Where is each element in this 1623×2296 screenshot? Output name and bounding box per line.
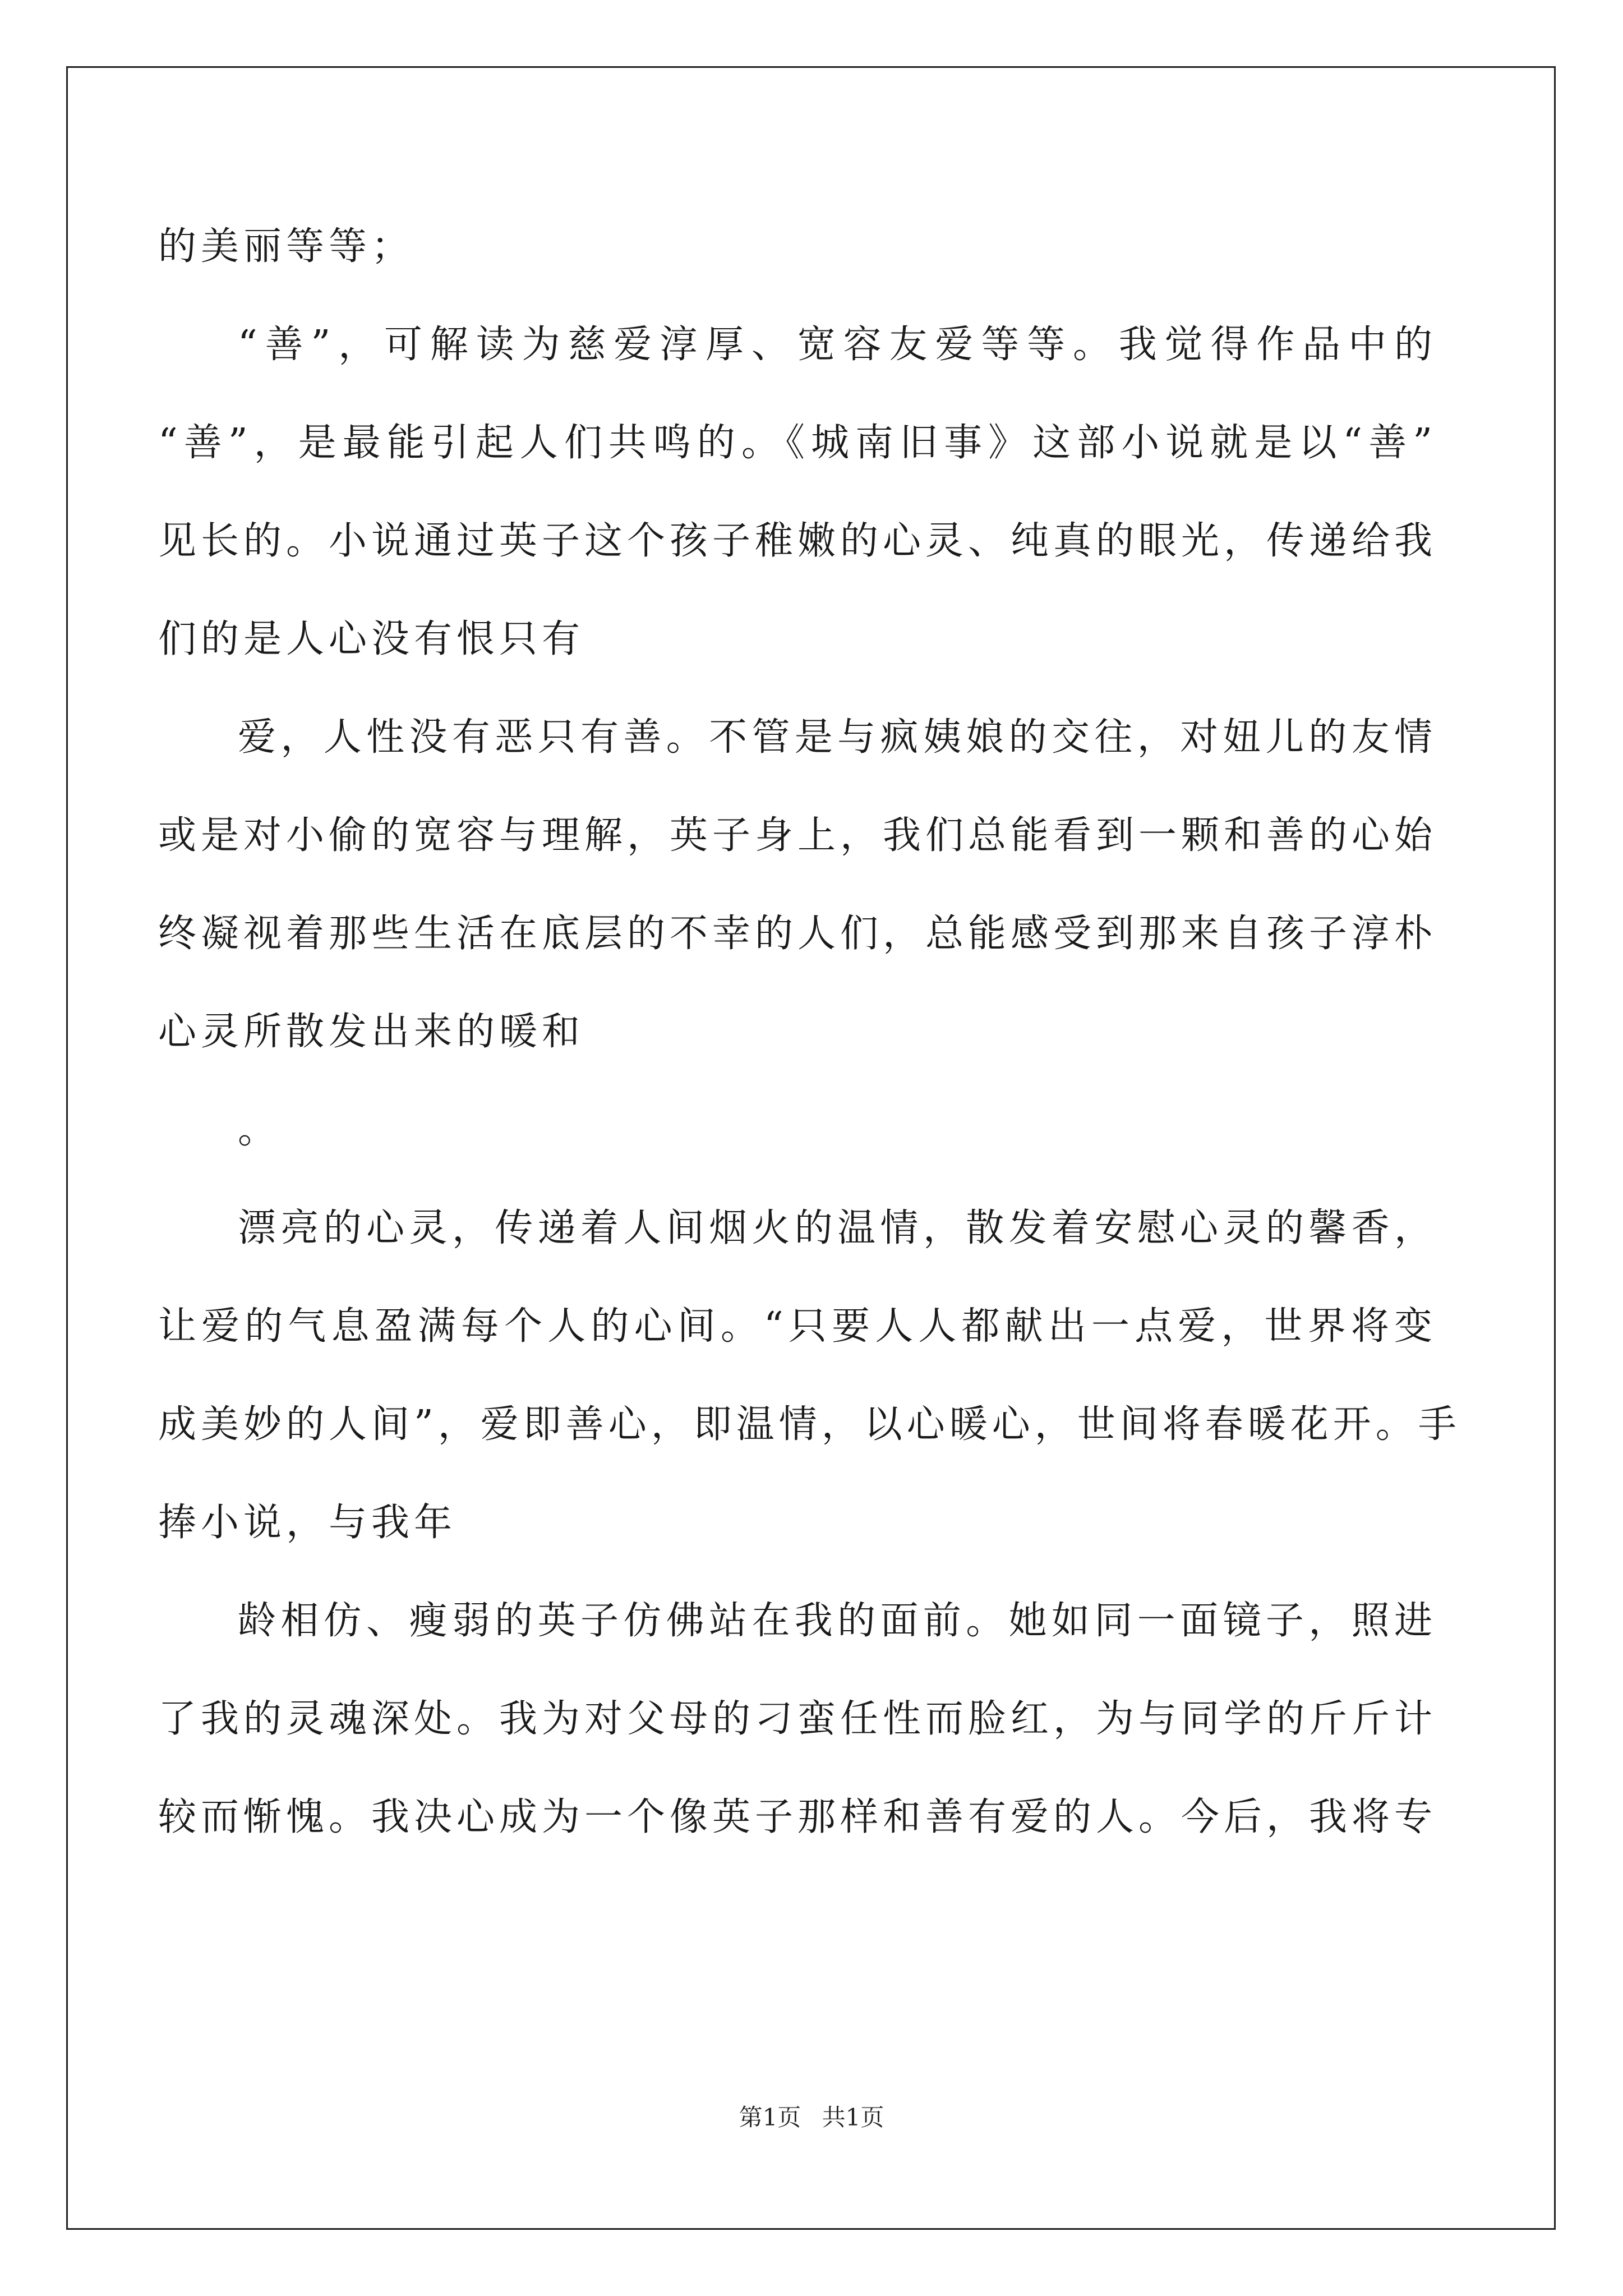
text-line: 成美妙的人间”，爱即善心，即温情，以心暖心，世间将春暖花开。手 [158,1402,1461,1447]
text-line: 或是对小偷的宽容与理解，英子身上，我们总能看到一颗和善的心始 [158,813,1437,858]
text-line: 终凝视着那些生活在底层的不幸的人们，总能感受到那来自孩子淳朴 [158,912,1437,956]
page-border [66,66,1556,2230]
text-line: 见长的。小说通过英子这个孩子稚嫩的心灵、纯真的眼光，传递给我 [158,519,1437,563]
text-line: 爱，人性没有恶只有善。不管是与疯姨娘的交往，对妞儿的友情 [238,715,1437,760]
text-line: 的美丽等等； [158,224,414,269]
text-line: “善”，是最能引起人们共鸣的。《城南旧事》这部小说就是以“善” [158,421,1437,465]
text-line: 。 [238,1108,281,1152]
page-number: 第1页 [739,2104,801,2131]
text-line: 心灵所散发出来的暖和 [158,1010,585,1054]
text-line: 捧小说，与我年 [158,1501,457,1545]
text-line: 较而惭愧。我决心成为一个像英子那样和善有爱的人。今后，我将专 [158,1795,1437,1839]
page-footer [0,2099,1623,2133]
text-line: 让爱的气息盈满每个人的心间。“只要人人都献出一点爱，世界将变 [158,1304,1437,1349]
page-total: 共1页 [822,2104,884,2131]
text-line: 了我的灵魂深处。我为对父母的刁蛮任性而脸红，为与同学的斤斤计 [158,1697,1437,1741]
text-line: 漂亮的心灵，传递着人间烟火的温情，散发着安慰心灵的馨香， [238,1206,1437,1250]
text-line: “善”，可解读为慈爱淳厚、宽容友爱等等。我觉得作品中的 [238,323,1437,367]
text-line: 们的是人心没有恨只有 [158,617,585,661]
text-line: 龄相仿、瘦弱的英子仿佛站在我的面前。她如同一面镜子，照进 [238,1599,1437,1643]
